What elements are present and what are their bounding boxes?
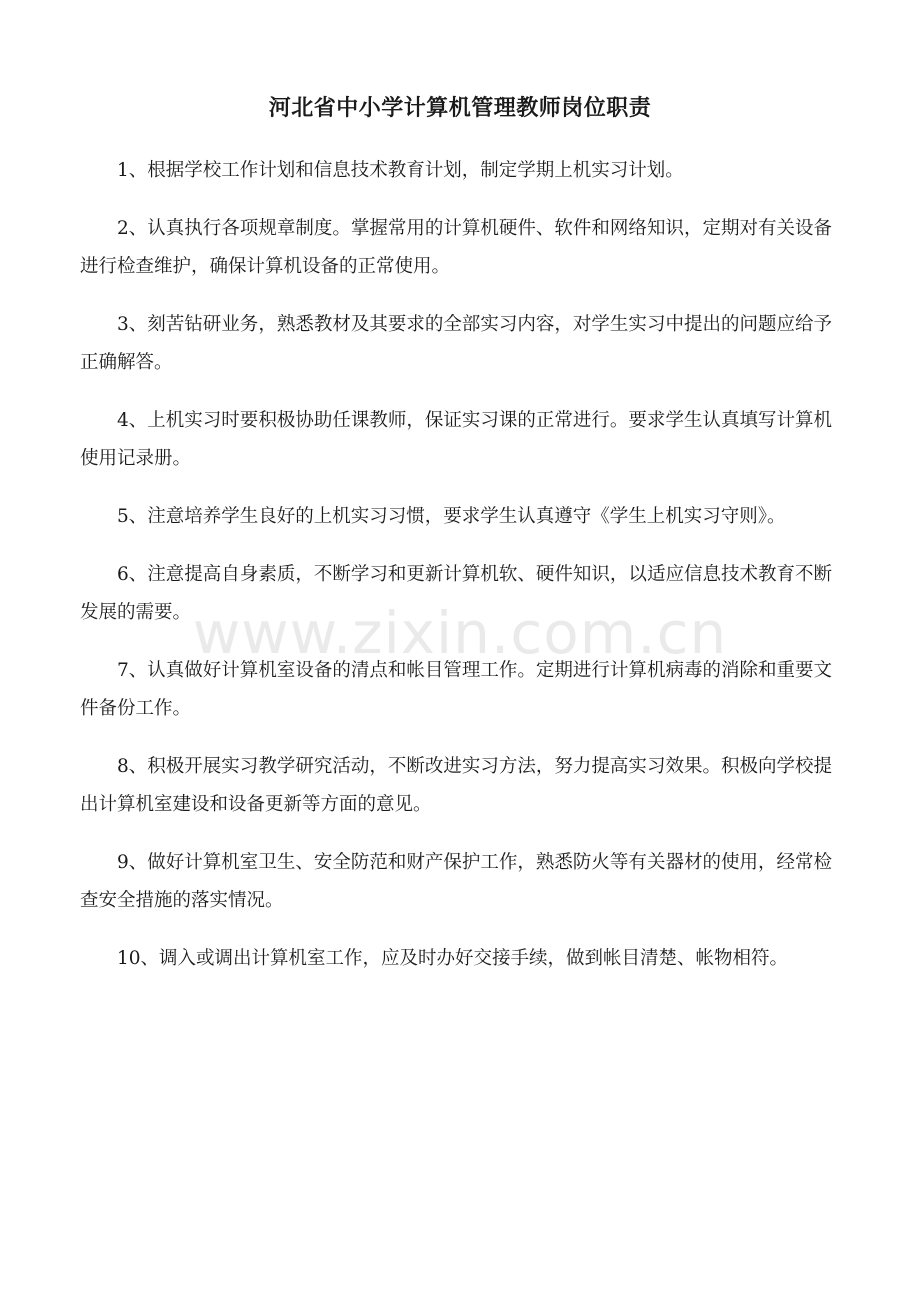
duty-item-1: 1、根据学校工作计划和信息技术教育计划，制定学期上机实习计划。 — [117, 160, 684, 181]
duty-item-6: 6、注意提高自身素质，不断学习和更新计算机软、硬件知识，以适应信息技术教育不断发展的需要。 — [80, 564, 832, 623]
duty-item-10: 10、调入或调出计算机室工作，应及时办好交接手续，做到帐目清楚、帐物相符。 — [117, 948, 789, 969]
duty-item-5: 5、注意培养学生良好的上机实习习惯，要求学生认真遵守《学生上机实习守则》。 — [117, 506, 786, 527]
duty-item-7: 7、认真做好计算机室设备的清点和帐目管理工作。定期进行计算机病毒的消除和重要文件备份工作。 — [80, 660, 832, 719]
duty-item-3: 3、刻苦钻研业务，熟悉教材及其要求的全部实习内容，对学生实习中提出的问题应给予正确解答。 — [80, 314, 832, 373]
watermark: www.zixin.com.cn — [192, 599, 728, 667]
duty-item-9: 9、做好计算机室卫生、安全防范和财产保护工作，熟悉防火等有关器材的使用，经常检查安全措施的落实情况。 — [80, 852, 832, 911]
duty-item-4: 4、上机实习时要积极协助任课教师，保证实习课的正常进行。要求学生认真填写计算机使用记录册。 — [80, 410, 832, 469]
duty-item-2: 2、认真执行各项规章制度。掌握常用的计算机硬件、软件和网络知识，定期对有关设备进行检查维护，确保计算机设备的正常使用。 — [80, 218, 832, 277]
document-title: 河北省中小学计算机管理教师岗位职责 — [268, 96, 652, 121]
duty-list — [80, 152, 832, 998]
duty-item-8: 8、积极开展实习教学研究活动，不断改进实习方法，努力提高实习效果。积极向学校提出计算机室建设和设备更新等方面的意见。 — [80, 756, 832, 815]
